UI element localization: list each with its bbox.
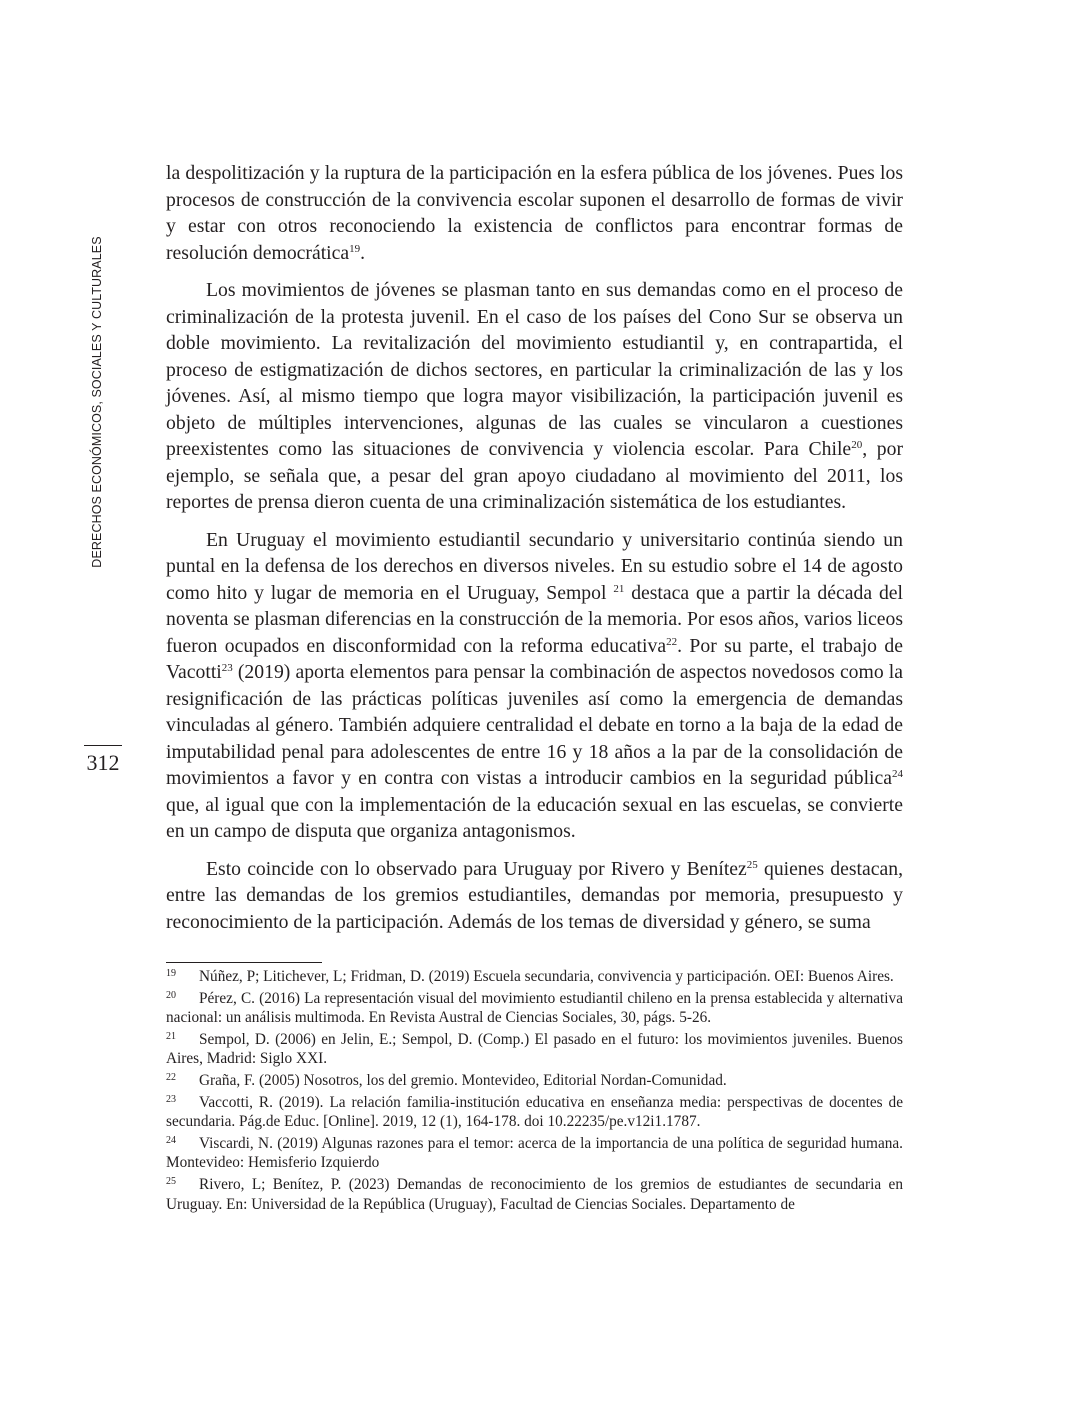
footnote-20: 20 Pérez, C. (2016) La representación visual del movimiento estudiantil chileno en la prensa establecida y alternativa nacional: un análisis multimoda. En Revista Austral de Ciencias Sociales, 30, págs. 5-26. xyxy=(166,989,903,1027)
footnote-25: 25 Rivero, L; Benítez, P. (2023) Demandas de reconocimiento de los gremios de estudiantes de secundaria en Uruguay. En: Universidad de la República (Uruguay), Facultad de Ciencias Sociales. Departamento de xyxy=(166,1175,903,1213)
footnote-ref-19[interactable]: 19 xyxy=(349,242,361,255)
paragraph-text: , por ejemplo, se señala que, a pesar del gran apoyo ciudadano al movimiento del 2011, los reportes de prensa dieron cuenta de una criminalización sistemática de los estudiantes. xyxy=(166,438,903,513)
paragraph-text: que, al igual que con la implementación de la educación sexual en las escuelas, se convierte en un campo de disputa que organiza antagonismos. xyxy=(166,793,903,842)
page-number: 312 xyxy=(86,750,120,775)
footnote-23: 23 Vaccotti, R. (2019). La relación familia-institución educativa en enseñanza media: perspectivas de docentes de secundaria. Pág.de Educ. [Online]. 2019, 12 (1), 164-178. doi 10.22235/pe.v12i1.1787. xyxy=(166,1093,903,1131)
footnote-separator xyxy=(166,962,322,963)
footnotes xyxy=(166,967,903,1216)
footnote-ref-22[interactable]: 22 xyxy=(666,635,678,648)
footnote-text: Rivero, L; Benítez, P. (2023) Demandas de reconocimiento de los gremios de estudiantes de secundaria en Uruguay. En: Universidad de la República (Uruguay), Facultad de Ciencias Sociales. Departamento de xyxy=(166,1175,903,1213)
footnote-text: Núñez, P; Litichever, L; Fridman, D. (2019) Escuela secundaria, convivencia y participación. OEI: Buenos Aires. xyxy=(199,968,894,985)
paragraph-text: Esto coincide con lo observado para Uruguay por Rivero y Benítez xyxy=(206,857,747,880)
footnote-text: Sempol, D. (2006) en Jelin, E.; Sempol, D. (Comp.) El pasado en el futuro: los movimientos juveniles. Buenos Aires, Madrid: Siglo XXI. xyxy=(166,1030,903,1068)
paragraph-text: (2019) aporta elementos para pensar la combinación de aspectos novedosos como la resignificación de las prácticas políticas juveniles así como la emergencia de demandas vinculadas al género. También adquiere centralidad el debate en torno a la baja de la edad de imputabilidad penal para adolescentes de entre 16 y 18 años a la par de la consolidación de movimientos a favor y en contra con vistas a introducir cambios en la seguridad pública xyxy=(166,661,903,789)
body-text xyxy=(166,160,903,946)
running-head: DERECHOS ECONÓMICOS, SOCIALES Y CULTURALES xyxy=(90,236,104,568)
footnote-text: Vaccotti, R. (2019). La relación familia-institución educativa en enseñanza media: perspectivas de docentes de secundaria. Pág.de Educ. [Online]. 2019, 12 (1), 164-178. doi 10.22235/pe.v12i1.1787. xyxy=(166,1093,903,1131)
footnote-ref-24[interactable]: 24 xyxy=(892,768,903,780)
paragraph-text: . Por su parte, el trabajo de Vacotti xyxy=(166,634,903,683)
footnote-text: Pérez, C. (2016) La representación visual del movimiento estudiantil chileno en la prensa establecida y alternativa nacional: un análisis multimoda. En Revista Austral de Ciencias Sociales, 30, págs. 5-26. xyxy=(166,989,903,1027)
paragraph-1 xyxy=(166,160,903,266)
paragraph-text: destaca que a partir la década del noventa se plasman diferencias en la construcción de la memoria. Por esos años, varios liceos fueron ocupados en disconformidad con la reforma educativa xyxy=(166,581,903,657)
footnote-ref-25[interactable]: 25 xyxy=(746,858,758,871)
footnote-ref-20[interactable]: 20 xyxy=(851,439,863,451)
paragraph-text: quienes destacan, entre las demandas de los gremios estudiantiles, demandas por memoria, presupuesto y reconocimiento de la participación. Además de los temas de diversidad y género, se suma xyxy=(166,857,903,933)
page-number-rule xyxy=(84,745,122,746)
paragraph-text: la despolitización y la ruptura de la participación en la esfera pública de los jóvenes. Pues los procesos de construcción de la convivencia escolar suponen el desarrollo de formas de vivir y estar con otros reconociendo la existencia de conflictos para encontrar formas de resolución democrática xyxy=(166,162,903,264)
paragraph-text: . xyxy=(360,241,366,264)
footnote-24: 24 Viscardi, N. (2019) Algunas razones para el temor: acerca de la importancia de una política de seguridad humana. Montevideo: Hemisferio Izquierdo xyxy=(166,1134,903,1172)
footnote-22: 22 Graña, F. (2005) Nosotros, los del gremio. Montevideo, Editorial Nordan-Comunidad. xyxy=(166,1071,727,1089)
footnote-text: Viscardi, N. (2019) Algunas razones para el temor: acerca de la importancia de una política de seguridad humana. Montevideo: Hemisferio Izquierdo xyxy=(166,1134,903,1172)
footnote-19: 19 Núñez, P; Litichever, L; Fridman, D. (2019) Escuela secundaria, convivencia y participación. OEI: Buenos Aires. xyxy=(166,968,894,985)
footnote-ref-23[interactable]: 23 xyxy=(221,662,233,674)
paragraph-text: Los movimientos de jóvenes se plasman tanto en sus demandas como en el proceso de criminalización de la protesta juvenil. En el caso de los países del Cono Sur se observa un doble movimiento. La revitalización del movimiento estudiantil y, en contrapartida, el proceso de estigmatización de dichos sectores, en particular la criminalización de las y los jóvenes. Así, al mismo tiempo que logra mayor visibilización, la participación juvenil es objeto de múltiples intervenciones, algunas de las cuales se vincularon a cuestiones preexistentes como las situaciones de convivencia y violencia escolar. Para Chile xyxy=(166,279,903,460)
footnote-21: 21 Sempol, D. (2006) en Jelin, E.; Sempol, D. (Comp.) El pasado en el futuro: los movimientos juveniles. Buenos Aires, Madrid: Siglo XXI. xyxy=(166,1030,903,1068)
paragraph-2 xyxy=(166,277,903,516)
paragraph-text: En Uruguay el movimiento estudiantil secundario y universitario continúa siendo un puntal en la defensa de los derechos en diversos niveles. En su estudio sobre el 14 de agosto como hito y lugar de memoria en el Uruguay, Sempol xyxy=(166,528,903,604)
paragraph-4 xyxy=(166,856,903,936)
footnote-ref-21[interactable]: 21 xyxy=(613,582,625,595)
footnote-text: Graña, F. (2005) Nosotros, los del gremio. Montevideo, Editorial Nordan-Comunidad. xyxy=(199,1071,727,1089)
paragraph-3 xyxy=(166,527,903,845)
